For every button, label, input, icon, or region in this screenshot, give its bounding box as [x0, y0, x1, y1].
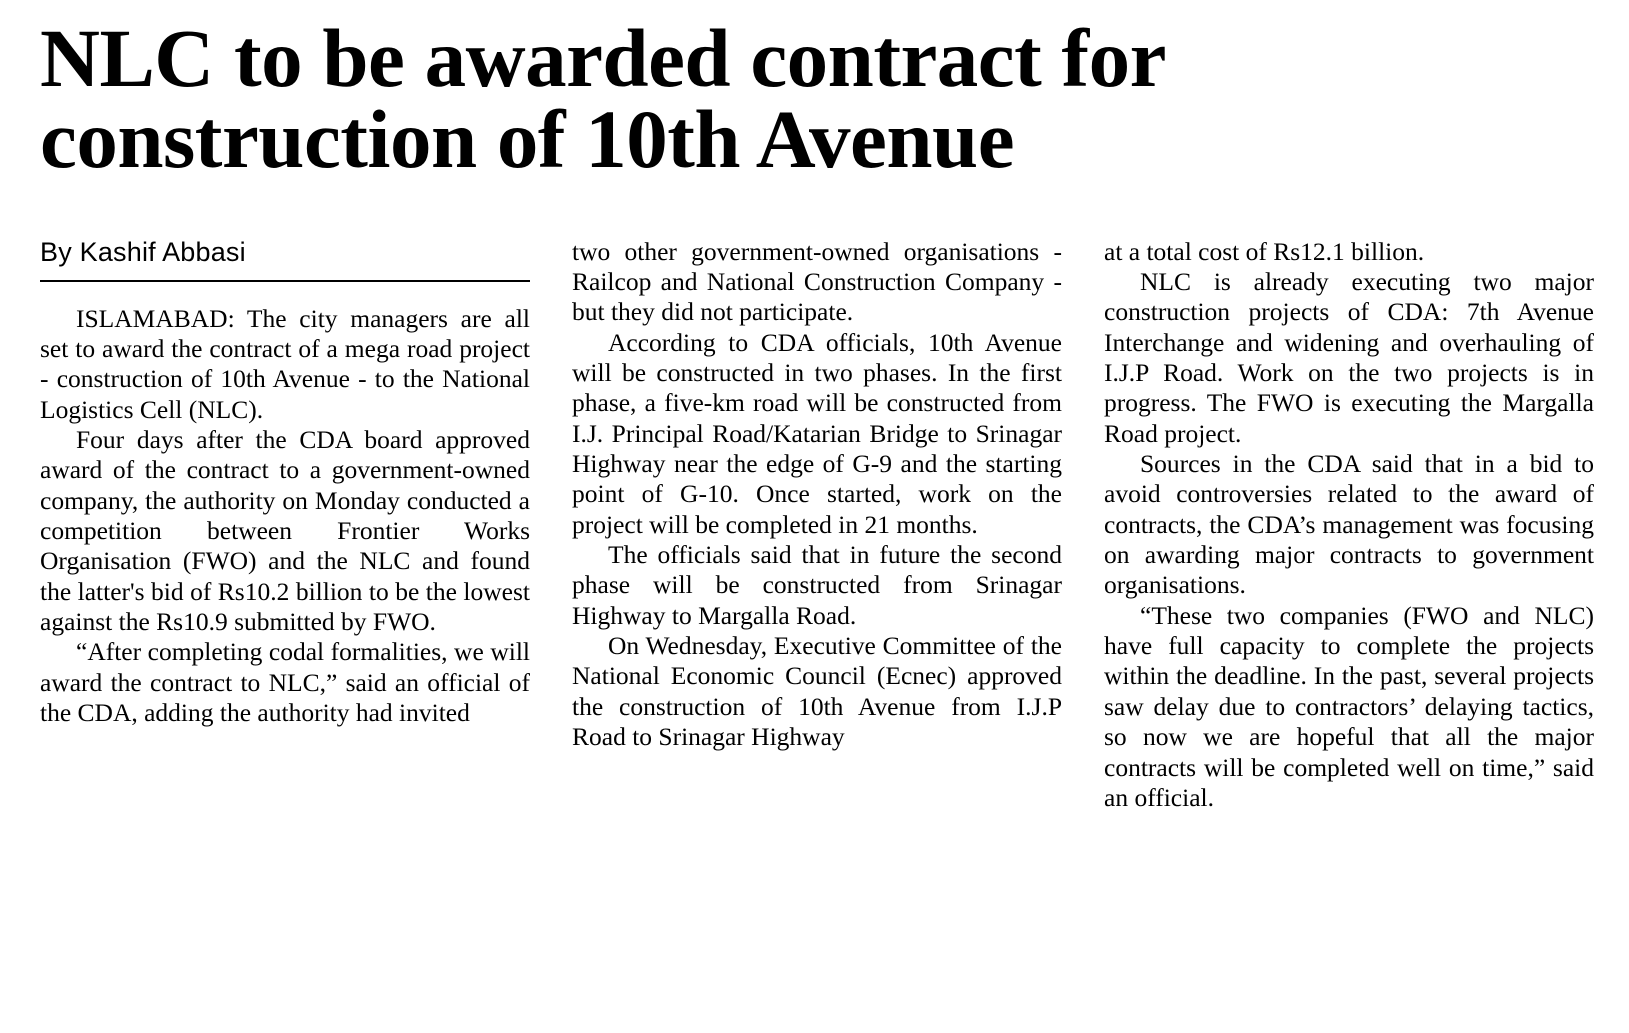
paragraph: NLC is already executing two major construction projects of CDA: 7th Avenue Interchange and widening and overhauling of I.J.P Road. Work on the two projects is in progress. The FWO is executing the Margalla Road project.: [1104, 267, 1594, 448]
paragraph: On Wednesday, Executive Committee of the National Economic Council (Ecnec) approved the construction of 10th Avenue from I.J.P Road to Srinagar Highway: [572, 631, 1062, 752]
paragraph: ISLAMABAD: The city managers are all set to award the contract of a mega road project - construction of 10th Avenue - to the National Logistics Cell (NLC).: [40, 303, 530, 424]
paragraph: Four days after the CDA board approved award of the contract to a government-owned company, the authority on Monday conducted a competition between Frontier Works Organisation (FWO) and the NLC and found the latter's bid of Rs10.2 billion to be the lowest against the Rs10.9 submitted by FWO.: [40, 425, 530, 637]
byline-divider: [40, 280, 530, 282]
article-columns: [40, 236, 1594, 814]
paragraph: two other government-owned organisations - Railcop and National Construction Company - but they did not participate.: [572, 236, 1062, 327]
paragraph: According to CDA officials, 10th Avenue will be constructed in two phases. In the first phase, a five-km road will be constructed from I.J. Principal Road/Katarian Bridge to Srinagar Highway near the edge of G-9 and the starting point of G-10. Once started, work on the project will be completed in 21 months.: [572, 327, 1062, 539]
headline-line-1: NLC to be awarded contract for: [40, 12, 1167, 104]
article-column-1: [40, 237, 530, 814]
paragraph: “These two companies (FWO and NLC) have full capacity to complete the projects within the deadline. In the past, several projects saw delay due to contractors’ delaying tactics, so now we are hopeful that all the major contracts will be completed well on time,” said an official.: [1104, 600, 1594, 812]
page-title: [40, 12, 1589, 186]
paragraph: “After completing codal formalities, we will award the contract to NLC,” said an official of the CDA, adding the authority had invited: [40, 637, 530, 728]
headline-line-2: construction of 10th Avenue: [40, 93, 1015, 186]
article-column-2: [572, 237, 1062, 814]
paragraph: Sources in the CDA said that in a bid to avoid controversies related to the award of contracts, the CDA’s management was focusing on awarding major contracts to government organisations.: [1104, 449, 1594, 600]
paragraph: The officials said that in future the second phase will be constructed from Srinagar Highway to Margalla Road.: [572, 540, 1062, 630]
article-column-3: [1104, 237, 1594, 814]
byline: By Kashif Abbasi: [40, 236, 246, 267]
paragraph: at a total cost of Rs12.1 billion.: [1104, 236, 1425, 266]
